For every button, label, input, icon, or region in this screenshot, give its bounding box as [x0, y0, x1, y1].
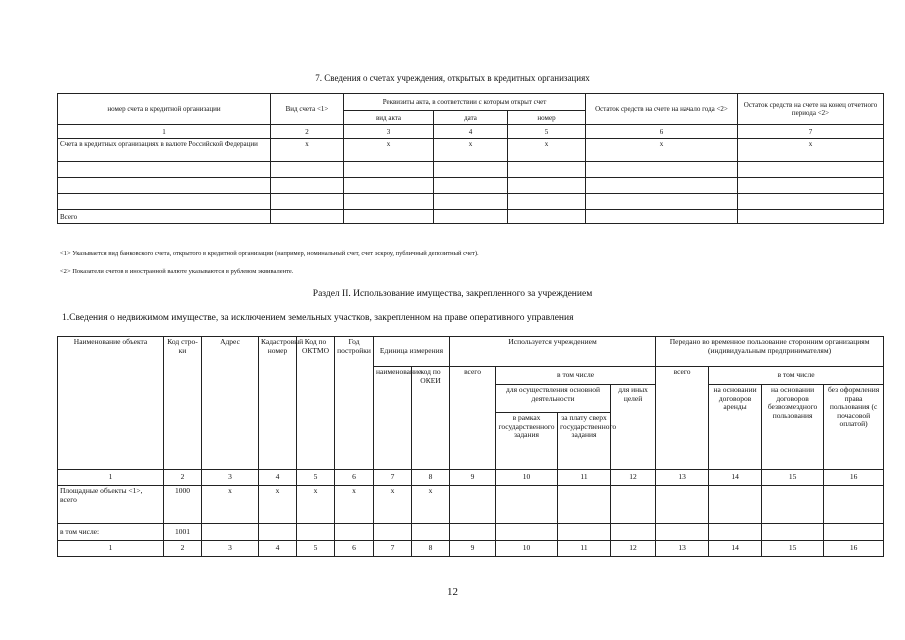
table-row: [58, 486, 884, 524]
accounts-table: [57, 93, 884, 224]
col-num: 16: [824, 541, 884, 557]
col-num: 1: [58, 541, 164, 557]
col-num: 14: [709, 541, 762, 557]
section2-subtitle: 1.Сведения о недвижимом имуществе, за исключением земельных участков, закрепленном на праве оперативного управления: [62, 313, 574, 323]
header-used-including: в том числе: [496, 367, 656, 385]
header-unit: Единица измерения: [374, 337, 450, 367]
header-oktmo: Код по ОКТМО: [297, 337, 335, 470]
col-num: 12: [611, 541, 656, 557]
header-used-total: всего: [450, 367, 496, 470]
col-num: 3: [202, 541, 259, 557]
col-num: 6: [335, 470, 374, 486]
col-num: 1: [58, 470, 164, 486]
col-num: 2: [164, 541, 202, 557]
header-used-by-institution: Используется учреждением: [450, 337, 656, 367]
cell-x: x: [434, 139, 508, 162]
col-num: 11: [558, 470, 611, 486]
row-including-code: 1001: [164, 524, 202, 541]
column-number-row: [58, 541, 884, 557]
table-row: [58, 139, 884, 162]
header-account-type: Вид счета <1>: [271, 94, 344, 125]
cell-x: x: [374, 486, 412, 524]
col-num: 1: [58, 125, 271, 139]
col-num: 9: [450, 541, 496, 557]
cell-x: x: [344, 139, 434, 162]
cell-x: x: [586, 139, 738, 162]
col-num: 7: [374, 541, 412, 557]
footnote-2: <2> Показатели счетов в иностранной валюте указываются в рублевом эквиваленте.: [60, 268, 294, 275]
col-num: 10: [496, 541, 558, 557]
col-num: 7: [374, 470, 412, 486]
table-row: [58, 194, 884, 210]
header-account-number: номер счета в кредитной организации: [58, 94, 271, 125]
col-num: 12: [611, 470, 656, 486]
section2-title: Раздел II. Использование имущества, закрепленного за учреждением: [312, 289, 593, 299]
cell-x: x: [412, 486, 450, 524]
col-num: 8: [412, 541, 450, 557]
cell-x: x: [271, 139, 344, 162]
property-table: [57, 336, 884, 557]
header-transferred-including: в том числе: [709, 367, 884, 385]
col-num: 2: [271, 125, 344, 139]
col-num: 8: [412, 470, 450, 486]
col-num: 15: [762, 470, 824, 486]
header-rent: на основании договоров аренды: [709, 385, 762, 470]
col-num: 2: [164, 470, 202, 486]
row-rf-label: Счета в кредитных организациях в валюте Российской Федерации: [58, 139, 271, 162]
table-row: [58, 178, 884, 194]
header-act-type: вид акта: [344, 111, 434, 125]
col-num: 16: [824, 470, 884, 486]
header-okei: код по ОКЕИ: [412, 367, 450, 470]
header-main-activity: для осуществления основной деятельности: [496, 385, 611, 413]
header-other-purposes: для иных целей: [611, 385, 656, 470]
cell-x: x: [297, 486, 335, 524]
table-row: [58, 524, 884, 541]
cell-x: x: [335, 486, 374, 524]
col-num: 10: [496, 470, 558, 486]
header-object-name: Наименование объекта: [58, 337, 164, 470]
cell-x: x: [738, 139, 884, 162]
header-row-code: Код стро-ки: [164, 337, 202, 470]
col-num: 6: [335, 541, 374, 557]
header-address: Адрес: [202, 337, 259, 470]
col-num: 13: [656, 470, 709, 486]
col-num: 14: [709, 470, 762, 486]
header-year-built: Год постройки: [335, 337, 374, 470]
header-balance-start: Остаток средств на счете на начало года <2>: [586, 94, 738, 125]
table-row: [58, 162, 884, 178]
header-act-details: Реквизиты акта, в соответствии с которым открыт счет: [344, 94, 586, 111]
col-num: 4: [434, 125, 508, 139]
header-act-number: номер: [508, 111, 586, 125]
column-number-row: [58, 125, 884, 139]
col-num: 15: [762, 541, 824, 557]
total-label: Всего: [58, 210, 271, 224]
header-balance-end: Остаток средств на счете на конец отчетного периода <2>: [738, 94, 884, 125]
header-transferred: Передано во временное пользование сторонним организациям (индивидуальным предпринимателям): [656, 337, 884, 367]
header-free-use: на основании договоров безвозмездного пользования: [762, 385, 824, 470]
col-num: 11: [558, 541, 611, 557]
page-number: 12: [447, 586, 458, 598]
cell-x: x: [259, 486, 297, 524]
col-num: 6: [586, 125, 738, 139]
header-state-task: в рамках государственного задания: [496, 413, 558, 470]
cell-x: x: [202, 486, 259, 524]
col-num: 4: [259, 470, 297, 486]
col-num: 5: [297, 541, 335, 557]
col-num: 5: [508, 125, 586, 139]
header-paid-over-task: за плату сверх государственного задания: [558, 413, 611, 470]
header-act-date: дата: [434, 111, 508, 125]
row-area-label: Площадные объекты <1>, всего: [58, 486, 164, 524]
col-num: 3: [344, 125, 434, 139]
col-num: 13: [656, 541, 709, 557]
col-num: 7: [738, 125, 884, 139]
col-num: 5: [297, 470, 335, 486]
footnote-1: <1> Указывается вид банковского счета, открытого в кредитной организации (например, номинальный счет, счет эскроу, публичный депозитный счет).: [60, 250, 479, 257]
col-num: 3: [202, 470, 259, 486]
header-unit-name: наименование: [374, 367, 412, 470]
header-transferred-total: всего: [656, 367, 709, 470]
column-number-row: [58, 470, 884, 486]
cell-x: x: [508, 139, 586, 162]
section7-title: 7. Сведения о счетах учреждения, открытых в кредитных организациях: [315, 73, 590, 83]
header-cadastral: Кадастровый номер: [259, 337, 297, 470]
row-area-code: 1000: [164, 486, 202, 524]
col-num: 4: [259, 541, 297, 557]
row-including-label: в том числе:: [58, 524, 164, 541]
header-no-contract: без оформления права пользования (с почасовой оплатой): [824, 385, 884, 470]
col-num: 9: [450, 470, 496, 486]
table-row: [58, 210, 884, 224]
